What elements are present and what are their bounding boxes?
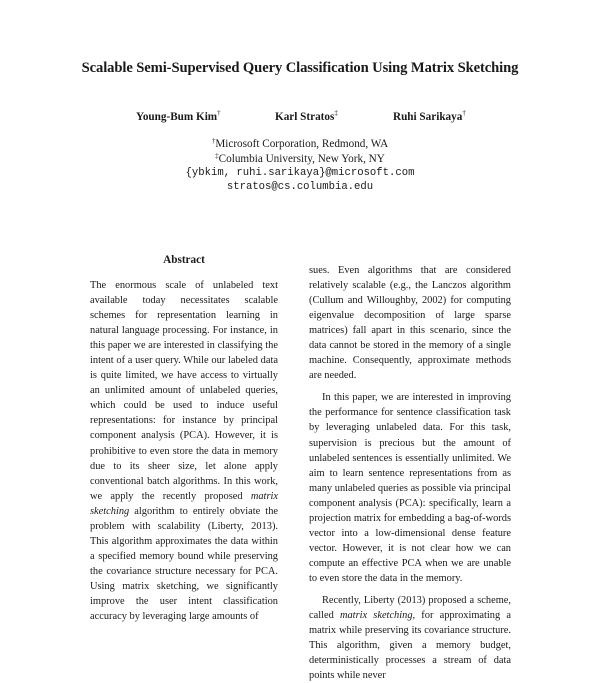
affiliation-1: [0, 137, 600, 150]
author-2: [275, 109, 338, 123]
intro-paragraph-3-text: Recently, Liberty (2013) proposed a scheme, called: [309, 594, 511, 622]
intro-column: [309, 263, 511, 683]
abstract-paragraph: [90, 278, 278, 624]
author-3-name: Ruhi Sarikaya: [393, 111, 463, 123]
affiliation-1-text: Microsoft Corporation, Redmond, WA: [215, 138, 389, 150]
intro-paragraph-3-end: , for approximating a matrix while preserving its covariance structure. This algorithm, given a memory budget, deterministically processes a stream of data points while never: [309, 610, 511, 682]
author-list: [0, 109, 600, 125]
intro-paragraph-3-emphasis: matrix sketching: [339, 610, 413, 622]
author-2-name: Karl Stratos: [275, 111, 335, 123]
intro-paragraph-1: sues. Even algorithms that are considered relatively scalable (e.g., the Lanczos algorithm (Cullum and Willoughby, 2002) for computing eigenvalue decomposition of large sparse matrices) fall apart in this scenario, since the data cannot be stored in the memory of a single machine. Consequently, approximate methods are needed.: [309, 265, 511, 382]
author-3: [393, 109, 466, 123]
intro-paragraph-3: [309, 593, 511, 683]
paper-title: Scalable Semi-Supervised Query Classification Using Matrix Sketching: [81, 60, 519, 76]
author-2-mark: ‡: [334, 109, 338, 117]
abstract-emphasis: matrix sketching: [90, 490, 278, 517]
intro-paragraph-2: In this paper, we are interested in improving the performance for sentence classification task by leveraging unlabeled data. For this task, supervision is precious but the amount of unlabeled sentences is essentially unlimited. We aim to learn sentence representations from as many unlabeled queries as possible via principal component analysis (PCA): specifically, learn a projection matrix for embedding a bag-of-words vector into a low-dimensional dense feature vector. However, it is not clear how we can compute an effective PCA when we are unable to even store the data in the memory.: [309, 392, 511, 584]
abstract-text-end: algorithm to entirely obviate the problem with scalability (Liberty, 2013). This algorithm approximates the data within a specified memory bound while preserving the covariance structure necessary for PCA. Using matrix sketching, we significantly improve the user intent classification accuracy by leveraging large amounts of: [90, 505, 278, 623]
affiliation-2-mark: ‡: [215, 152, 219, 160]
author-1-name: Young-Bum Kim: [136, 111, 218, 123]
affiliation-2-text: Columbia University, New York, NY: [218, 153, 385, 165]
abstract-heading: Abstract: [163, 254, 205, 266]
author-1: [136, 109, 221, 123]
email-2: stratos@cs.columbia.edu: [226, 181, 374, 193]
affiliation-1-mark: †: [211, 137, 216, 145]
abstract-text: The enormous scale of unlabeled text available today necessitates scalable schemes for representation learning in natural language processing. For instance, in this paper we are interested in classifying the intent of a user query. While our labeled data is quite limited, we have access to virtually an unlimited amount of unlabeled queries, which could be used to induce useful representations: for instance by principal component analysis (PCA). However, it is prohibitive to even store the data in memory due to its sheer size, let alone apply conventional batch algorithms. In this work, we apply the recently proposed: [90, 280, 278, 502]
author-3-mark: †: [462, 109, 466, 117]
email-1: {ybkim, ruhi.sarikaya}@microsoft.com: [185, 167, 415, 179]
affiliation-2: [0, 152, 600, 165]
author-1-mark: †: [217, 109, 221, 117]
abstract-body: [90, 278, 278, 624]
